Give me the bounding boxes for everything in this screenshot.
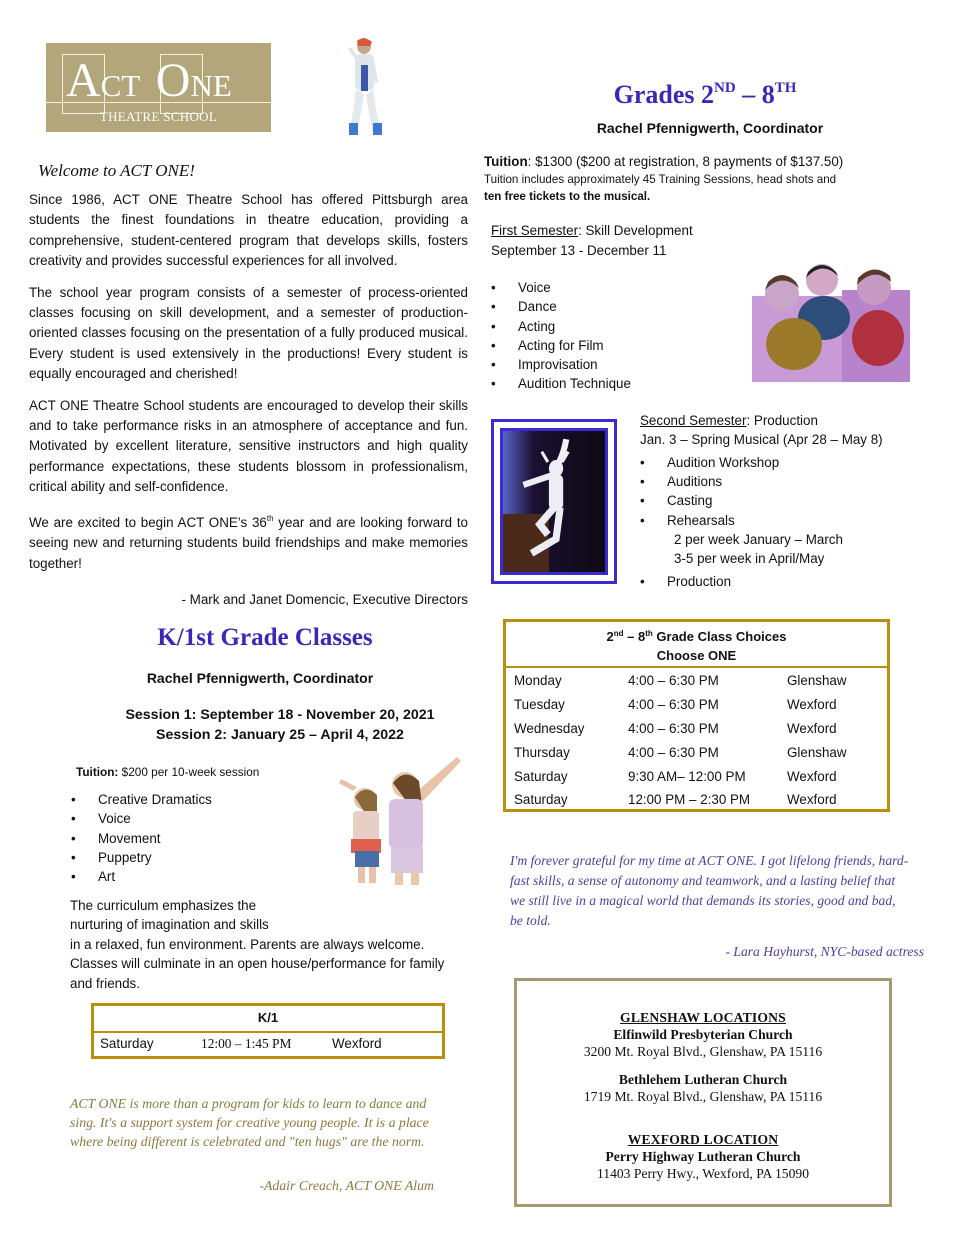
k1-description: The curriculum emphasizes the nurturing of imagination and skills in a relaxed, fun environment. Parents are always welcome. Classes will culminate in an open house/performance for family and friends. [70,898,445,991]
first-semester-list [491,278,751,394]
list-item: • Dance [491,297,751,316]
table-row: Saturday 12:00 – 1:45 PM Wexford [100,1036,382,1051]
intro-paragraph: ACT ONE Theatre School students are encouraged to develop their skills and to take performance risks in an atmosphere of acceptance and fun. Motivated by excellent literature, sensitive instructors and high quality performance expectations, these students blossom in professionalism, critical ability and self-confidence. [29,397,468,495]
list-item: • Acting for Film [491,336,751,355]
k1-coordinator: Rachel Pfennigwerth, Coordinator [146,670,374,686]
class-choices-header: 2nd – 8th Grade Class Choices Choose ONE [506,622,887,668]
church-address: 3200 Mt. Royal Blvd., Glenshaw, PA 15116 [583,1044,823,1059]
list-item: • Movement [71,829,311,848]
locations-box [514,978,892,1207]
wexford-heading: WEXFORD LOCATION [627,1132,779,1147]
list-item: • Audition Workshop [640,453,940,472]
intro-paragraph: We are excited to begin ACT ONE’s 36th year and are looking forward to seeing new and returning students build friendships and make memories together! [29,513,468,571]
logo-subtitle: THEATRE SCHOOL [99,109,218,124]
intro-paragraph: The school year program consists of a semester of process-oriented classes focusing on skill development, and a semester of production-oriented classes focusing on the presentation of a fully produced musical. Every student is used extensively in the productions! Every student is equally encouraged and cherished! [29,284,468,382]
testimonial-quote: I'm forever grateful for my time at ACT ONE. I got lifelong friends, hard-fast skills, a sense of autonomy and teamwork, and a lasting belief that we still live in a magical world that demands its stories, good and bad, be told. [510,853,909,928]
rehearsal-detail: 2 per week January – March [674,532,843,547]
church-name: Elfinwild Presbyterian Church [613,1027,793,1042]
list-item: • Production [640,572,940,591]
testimonial-attribution: - Lara Hayhurst, NYC-based actress [725,944,924,959]
list-item: • Voice [491,278,751,297]
singing-trio-photo [752,260,910,382]
list-item: • Audition Technique [491,374,751,393]
performer-photo [340,37,390,147]
list-item: • Improvisation [491,355,751,374]
church-name: Perry Highway Lutheran Church [605,1149,801,1164]
list-item: • Acting [491,317,751,336]
k1-schedule-table [91,1003,445,1059]
table-row: Tuesday 4:00 – 6:30 PM Wexford [514,697,837,713]
church-address: 11403 Perry Hwy., Wexford, PA 15090 [597,1166,809,1181]
list-item: • Puppetry [71,848,311,867]
church-address: 1719 Mt. Royal Blvd., Glenshaw, PA 15116 [583,1089,823,1104]
grades-coordinator: Rachel Pfennigwerth, Coordinator [596,120,824,136]
table-row: Saturday 12:00 PM – 2:30 PM Wexford [514,792,837,808]
first-semester: First Semester: Skill Development September 13 - December 11 • Voice • Dance • Acting • Acting for Film • Improvisation • Audition Technique [491,221,751,394]
k1-class-list [71,790,311,886]
intro-paragraph: Since 1986, ACT ONE Theatre School has offered Pittsburgh area students the finest foundations in theatre education, providing a comprehensive, student-centered program that develops skills, fosters creativity and provides successful experiences for all involved. [29,192,468,269]
class-choices-table [503,619,890,812]
table-row: Wednesday 4:00 – 6:30 PM Wexford [514,720,837,736]
list-item: • Creative Dramatics [71,790,311,809]
second-semester: Second Semester: Production Jan. 3 – Spring Musical (Apr 28 – May 8) • Audition Workshop • Auditions • Casting • Rehearsals 2 per week January – March 3-5 per week in April/May • Production [640,411,940,591]
k1-sessions: Session 1: September 18 - November 20, 2021 Session 2: January 25 – April 4, 2022 [125,707,435,743]
leaping-dancer-photo [491,419,617,584]
list-item: • Voice [71,809,311,828]
directors-signature: - Mark and Janet Domencic, Executive Directors [181,592,468,607]
table-row: Thursday 4:00 – 6:30 PM Glenshaw [514,744,847,760]
k1-title: K/1st Grade Classes [157,624,373,651]
alum-attribution: -Adair Creach, ACT ONE Alum [259,1178,434,1193]
k1-table-header: K/1 [94,1006,442,1033]
list-item: • Casting [640,491,940,510]
table-row: Monday 4:00 – 6:30 PM Glenshaw [514,673,847,689]
act-one-logo [46,43,271,132]
logo-wordmark: ACT ONE [66,54,232,107]
glenshaw-heading: GLENSHAW LOCATIONS [620,1010,786,1025]
table-row: Saturday 9:30 AM– 12:00 PM Wexford [514,768,837,784]
second-semester-list [640,453,940,530]
grades-title: Grades 2ND – 8TH [613,80,797,109]
welcome-heading: Welcome to ACT ONE! [38,161,195,180]
children-reaching-photo [333,753,463,885]
list-item: • Rehearsals [640,511,940,530]
alum-quote: ACT ONE is more than a program for kids to learn to dance and sing. It's a support system for creative young people. It is a place where being different is celebrated and "ten hugs" are the norm. [70,1096,429,1149]
church-name: Bethlehem Lutheran Church [618,1072,788,1087]
list-item: • Art [71,867,311,886]
welcome-intro [29,190,468,585]
k1-tuition: Tuition: $200 per 10-week session [76,765,260,779]
list-item: • Auditions [640,472,940,491]
grades-tuition: Tuition: $1300 ($200 at registration, 8 payments of $137.50) Tuition includes approximately 45 Training Sessions, head shots and ten free tickets to the musical. [484,154,844,203]
rehearsal-detail: 3-5 per week in April/May [674,551,825,567]
